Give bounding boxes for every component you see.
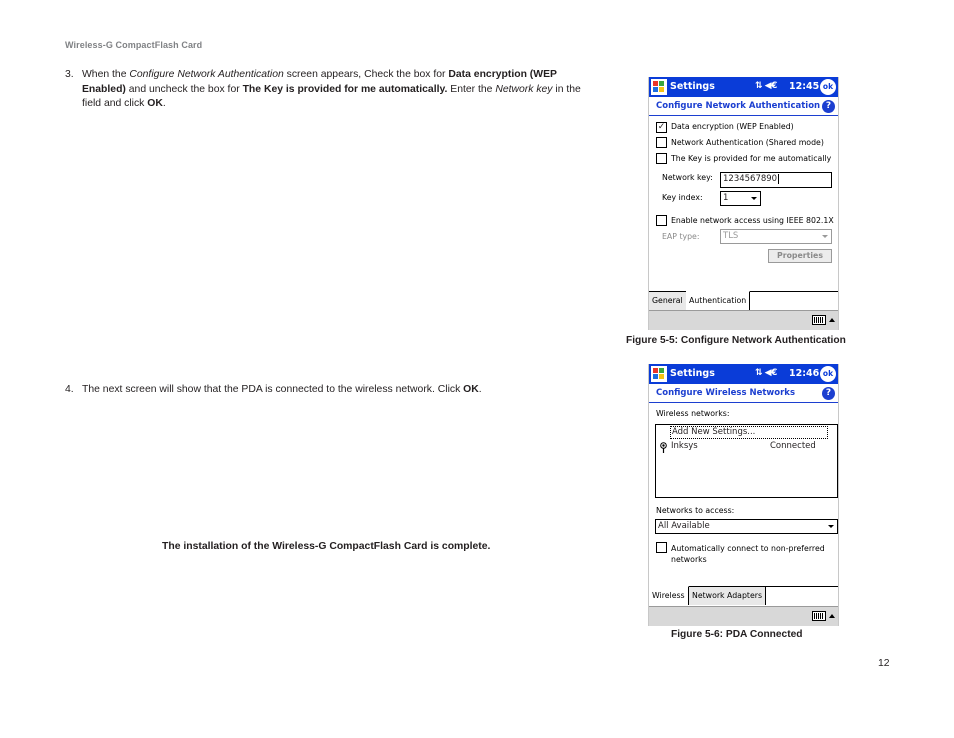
step-4-text: The next screen will show that the PDA is connected to the wireless network. Click OK.: [82, 384, 482, 395]
help-icon[interactable]: ?: [822, 100, 835, 113]
chevron-down-icon: [828, 525, 834, 528]
title-text: Settings: [670, 368, 715, 379]
keyboard-icon[interactable]: [812, 315, 826, 325]
figure-5-5-caption: Figure 5-5: Configure Network Authentication: [626, 335, 846, 346]
pda-screen-wireless-networks: [648, 364, 839, 626]
networks-to-access-label: Networks to access:: [656, 506, 735, 515]
figure-5-6-caption: Figure 5-6: PDA Connected: [671, 629, 803, 640]
tab-network-adapters[interactable]: Network Adapters: [689, 587, 766, 605]
wireless-networks-list[interactable]: [655, 424, 838, 498]
command-bar: [649, 310, 838, 330]
screen-subtitle: Configure Network Authentication ?: [649, 97, 838, 116]
step-4-number: 4.: [65, 384, 74, 395]
network-auth-label: Network Authentication (Shared mode): [671, 138, 824, 147]
auto-connect-label: Automatically connect to non-preferred networks: [671, 544, 825, 564]
step-3-text: When the Configure Network Authentication screen appears, Check the box for Data encryption (WEP Enabled) and uncheck the box for The Key is provided for me automatically. Enter the Network key in the field and click OK.: [82, 69, 581, 109]
running-header: Wireless-G CompactFlash Card: [65, 40, 203, 50]
ieee-8021x-label: Enable network access using IEEE 802.1X: [671, 216, 834, 225]
clock[interactable]: 12:45: [789, 81, 820, 92]
chevron-down-icon: [822, 235, 828, 238]
step-3: [65, 68, 590, 112]
page-number: 12: [878, 658, 890, 669]
eap-type-select[interactable]: TLS: [720, 229, 832, 244]
auto-connect-checkbox[interactable]: [656, 542, 667, 553]
help-icon[interactable]: ?: [822, 387, 835, 400]
tab-general[interactable]: General: [649, 292, 687, 310]
windows-start-icon[interactable]: [651, 366, 667, 382]
network-auth-checkbox[interactable]: [656, 137, 667, 148]
data-encryption-checkbox[interactable]: ✓: [657, 122, 666, 132]
network-signal-icon: [660, 442, 667, 453]
command-bar: [649, 606, 838, 626]
tab-strip: [649, 291, 838, 309]
screen-subtitle: Configure Wireless Networks ?: [649, 384, 838, 403]
connectivity-volume-icon[interactable]: ⇅ ◀€: [755, 368, 777, 378]
properties-button[interactable]: Properties: [768, 249, 832, 263]
eap-type-label: EAP type:: [662, 232, 700, 241]
key-provided-label: The Key is provided for me automatically: [671, 154, 832, 163]
title-bar: [649, 77, 838, 97]
connectivity-volume-icon[interactable]: ⇅ ◀€: [755, 81, 777, 91]
sip-arrow-icon[interactable]: [829, 318, 835, 322]
step-3-number: 3.: [65, 69, 74, 80]
title-text: Settings: [670, 81, 715, 92]
networks-to-access-select[interactable]: All Available: [655, 519, 838, 534]
pda-screen-network-authentication: [648, 77, 839, 330]
ok-button[interactable]: ok: [820, 366, 836, 382]
ieee-8021x-checkbox[interactable]: [656, 215, 667, 226]
key-index-select[interactable]: 1: [720, 191, 761, 206]
tab-authentication[interactable]: Authentication: [686, 291, 750, 310]
add-new-settings-item[interactable]: Add New Settings...: [670, 426, 828, 439]
data-encryption-label: Data encryption (WEP Enabled): [671, 122, 794, 131]
text-caret: [778, 174, 779, 184]
wireless-networks-label: Wireless networks:: [656, 409, 730, 418]
tab-strip: [649, 586, 838, 604]
sip-arrow-icon[interactable]: [829, 614, 835, 618]
network-name[interactable]: Inksys: [671, 441, 698, 451]
network-key-label: Network key:: [662, 173, 713, 182]
clock[interactable]: 12:46: [789, 368, 820, 379]
ok-button[interactable]: ok: [820, 79, 836, 95]
keyboard-icon[interactable]: [812, 611, 826, 621]
windows-start-icon[interactable]: [651, 79, 667, 95]
title-bar: [649, 364, 838, 384]
tab-wireless[interactable]: Wireless: [649, 586, 689, 605]
step-4: [65, 383, 585, 398]
chevron-down-icon: [751, 197, 757, 200]
key-index-label: Key index:: [662, 193, 703, 202]
network-status: Connected: [770, 441, 816, 451]
network-key-input[interactable]: 1234567890: [720, 172, 832, 188]
key-provided-checkbox[interactable]: [656, 153, 667, 164]
completion-note: The installation of the Wireless-G CompactFlash Card is complete.: [162, 541, 491, 552]
